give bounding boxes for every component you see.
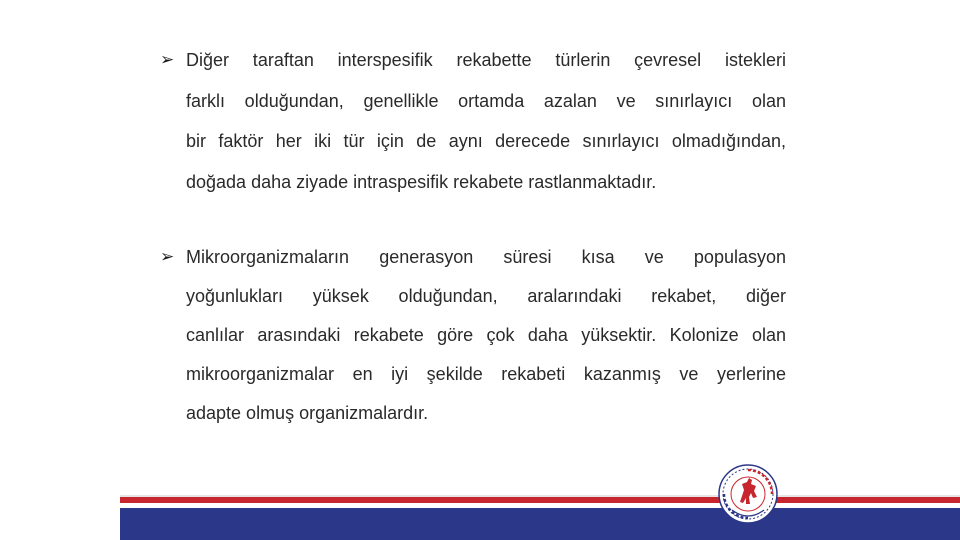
university-seal-graphic bbox=[718, 464, 778, 524]
university-seal-icon bbox=[718, 464, 778, 524]
bullet-line bbox=[160, 240, 800, 279]
bullet-line bbox=[160, 43, 800, 84]
arrow-bullet-icon: ➢ bbox=[160, 50, 175, 69]
bullet-line bbox=[160, 124, 800, 165]
bullet-line bbox=[160, 84, 800, 125]
bullet-text-line: Diğer taraftan interspesifik rekabette türlerin çevresel istekleri bbox=[186, 50, 786, 70]
bullet-text-line: adapte olmuş organizmalardır. bbox=[186, 403, 429, 423]
bullet-line bbox=[160, 357, 800, 396]
bullet-line bbox=[160, 396, 800, 435]
bullet-text-line: bir faktör her iki tür için de aynı derecede sınırlayıcı olmadığından, bbox=[186, 131, 786, 151]
bullet-paragraph-interspecific bbox=[160, 43, 800, 205]
arrow-bullet-icon: ➢ bbox=[160, 247, 175, 266]
bullet-line bbox=[160, 165, 800, 206]
bullet-text-line: mikroorganizmalar en iyi şekilde rekabeti kazanmış ve yerlerine bbox=[186, 364, 786, 384]
footer-blue-band bbox=[120, 508, 960, 540]
bullet-text-line: yoğunlukları yüksek olduğundan, aralarındaki rekabet, diğer bbox=[186, 286, 786, 306]
bullet-text-line: doğada daha ziyade intraspesifik rekabete rastlanmaktadır. bbox=[186, 171, 657, 192]
bullet-text-line: farklı olduğundan, genellikle ortamda azalan ve sınırlayıcı olan bbox=[186, 90, 786, 111]
bullet-text-line: canlılar arasındaki rekabete göre çok daha yüksektir. Kolonize olan bbox=[186, 325, 786, 345]
bullet-paragraph-microorganisms bbox=[160, 240, 800, 435]
bullet-line bbox=[160, 318, 800, 357]
bullet-text-line: Mikroorganizmaların generasyon süresi kısa ve populasyon bbox=[186, 247, 786, 267]
bullet-line bbox=[160, 279, 800, 318]
